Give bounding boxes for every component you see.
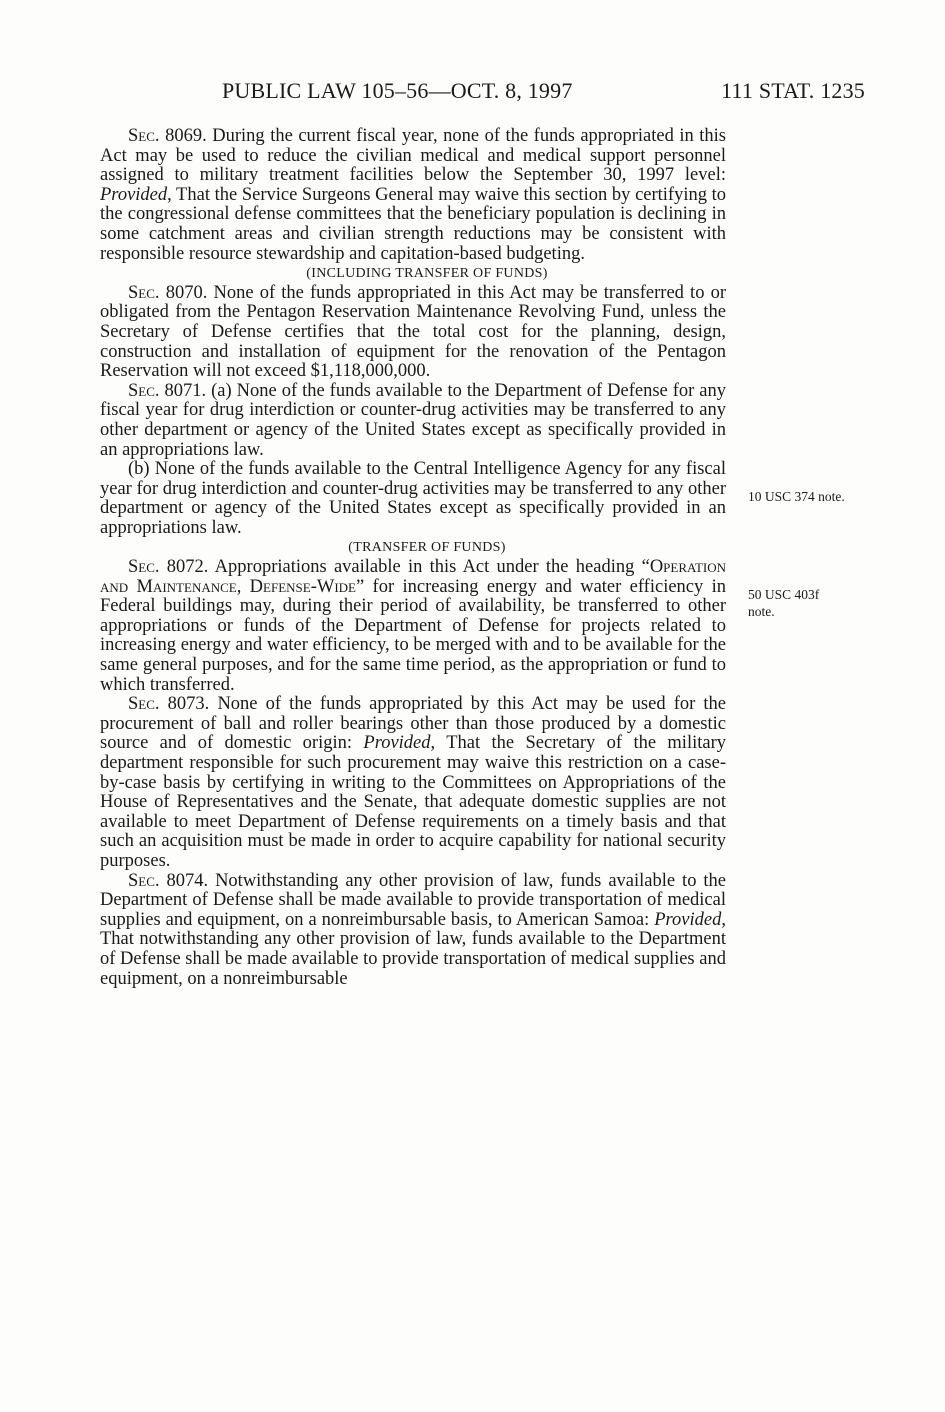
header-title: PUBLIC LAW 105–56—OCT. 8, 1997 — [222, 78, 573, 103]
header-stat-page: 111 STAT. 1235 — [721, 78, 865, 103]
section-number: 8070. — [165, 282, 208, 303]
section-8070 — [100, 284, 726, 382]
appropriation-heading: Operation and Maintenance, Defense-Wide — [100, 557, 727, 597]
section-label: Sec. — [128, 557, 160, 578]
section-number: 8071. — [164, 380, 207, 401]
section-text: , That the Secretary of the military department responsible for such procurement may waive this restriction on a case-by-case basis by certifying in writing to the Committees on Appropriations of the House of Representatives and the Senate, that adequate domestic supplies are not available to meet Department of Defense requirements on a timely basis and that such an acquisition must be made in order to acquire capability for national security purposes. — [100, 733, 726, 871]
section-text: (a) None of the funds available to the Department of Defense for any fiscal year for drug interdiction or counter-drug activities may be transferred to any other department or agency of the United States except as specifically provided in an appropriations law. — [100, 380, 726, 460]
margin-note-text: 50 USC 403f — [748, 587, 820, 602]
italic-term: Provided — [100, 184, 168, 205]
section-text: ” for increasing energy and water efficiency in Federal buildings may, during their period of availability, be transferred to other appropriations or funds of the Department of Defense for projects related to increasing energy and water efficiency, to be merged with and to be available for the same general purposes, and for the same time period, as the appropriation or fund to which transferred. — [100, 576, 726, 695]
section-label: Sec. — [128, 380, 160, 401]
italic-term: Provided — [363, 733, 431, 754]
margin-note-50usc403f — [748, 586, 819, 620]
section-label: Sec. — [128, 694, 160, 715]
section-8069 — [100, 127, 726, 264]
section-8071-a — [100, 382, 726, 460]
heading-transfer-of-funds: (TRANSFER OF FUNDS) — [348, 540, 506, 556]
section-number: 8074. — [166, 870, 209, 891]
section-text: None of the funds appropriated in this Act may be transferred to or obligated from the Pentagon Reservation Maintenance Revolving Fund, unless the Secretary of Defense certifies that the total cost for the planning, design, construction and installation of equipment for the renovation of the Pentagon Reservation will not exceed $1,118,000,000. — [100, 282, 727, 382]
section-8074 — [100, 872, 726, 990]
margin-note-text: 10 USC 374 note. — [748, 489, 845, 504]
italic-term: Provided — [654, 909, 722, 930]
section-number: 8073. — [167, 694, 210, 715]
page-header — [100, 78, 865, 108]
section-text: Notwithstanding any other provision of law, funds available to the Department of Defense shall be made available to provide transportation of medical supplies and equipment, on a nonreimbursable basis, to American Samoa: — [100, 870, 726, 930]
section-text: Appropriations available in this Act under the heading “ — [214, 557, 650, 578]
section-text: , That notwithstanding any other provision of law, funds available to the Department of Defense shall be made available to provide transportation of medical supplies and equipment, on a nonreimbursable — [100, 909, 726, 989]
section-text: , That the Service Surgeons General may waive this section by certifying to the congressional defense committees that the beneficiary population is declining in some catchment areas and civilian strength reductions may be consistent with responsible resource stewardship and capitation-based budgeting. — [100, 184, 726, 264]
document-body — [100, 127, 726, 989]
section-label: Sec. — [128, 126, 160, 146]
section-8071-b — [100, 460, 726, 538]
section-label: Sec. — [128, 870, 160, 891]
margin-note-10usc374 — [748, 488, 845, 505]
section-number: 8069. — [165, 126, 207, 146]
section-number: 8072. — [166, 557, 209, 578]
margin-note-text: note. — [748, 604, 775, 619]
section-text: During the current fiscal year, none of the funds appropriated in this Act may be used to reduce the civilian medical and medical support personnel assigned to military treatment facilities below the September 30, 1997 level: — [100, 126, 727, 186]
section-text: (b) None of the funds available to the Central Intelligence Agency for any fiscal year for drug interdiction and counter-drug activities may be transferred to any other department or agency of the United States except as specifically provided in an appropriations law. — [100, 459, 726, 538]
heading-including-transfer: (INCLUDING TRANSFER OF FUNDS) — [306, 266, 548, 282]
section-8073 — [100, 695, 726, 871]
section-label: Sec. — [128, 282, 160, 303]
section-8072 — [100, 558, 726, 695]
section-text: None of the funds appropriated by this Act may be used for the procurement of ball and roller bearings other than those produced by a domestic source and of domestic origin: — [100, 694, 727, 754]
